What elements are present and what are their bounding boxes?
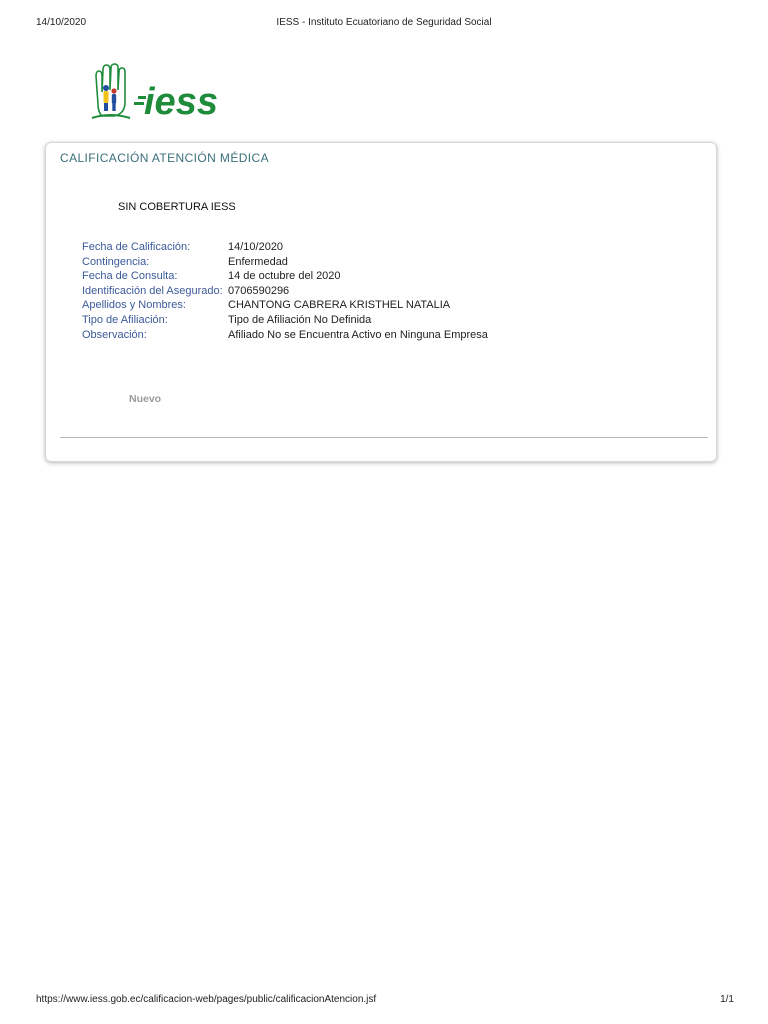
- detail-row-observacion: [82, 328, 702, 343]
- detail-value: CHANTONG CABRERA KRISTHEL NATALIA: [228, 299, 451, 312]
- detail-label: Observación:: [82, 328, 147, 341]
- iess-logo-text: iess: [144, 81, 218, 123]
- detail-label: Fecha de Consulta:: [82, 270, 178, 283]
- detail-row-fecha-calificacion: [82, 240, 702, 255]
- card-title: CALIFICACIÓN ATENCIÓN MÉDICA: [60, 151, 270, 165]
- detail-label: Contingencia:: [82, 255, 150, 268]
- detail-value: Tipo de Afiliación No Definida: [228, 313, 372, 326]
- print-page-number: 1/1: [720, 994, 734, 1005]
- detail-label: Fecha de Calificación:: [82, 241, 191, 253]
- detail-label: Identificación del Asegurado:: [82, 284, 223, 297]
- iess-logo-graphic: [90, 62, 270, 124]
- detail-value: Enfermedad: [228, 255, 288, 268]
- detail-row-fecha-consulta: [82, 269, 702, 284]
- detail-row-apellidos-nombres: [82, 298, 702, 313]
- detail-value: 14 de octubre del 2020: [228, 270, 341, 283]
- coverage-status: SIN COBERTURA IESS: [118, 201, 236, 213]
- detail-value: 0706590296: [228, 284, 290, 297]
- qualification-card: [45, 142, 717, 462]
- detail-value: Afiliado No se Encuentra Activo en Ninguna Empresa: [228, 328, 488, 341]
- print-footer: [0, 994, 768, 1008]
- qualification-details: [82, 240, 702, 342]
- detail-value: 14/10/2020: [228, 241, 284, 253]
- new-button[interactable]: Nuevo: [129, 393, 162, 405]
- print-date: 14/10/2020: [36, 17, 87, 28]
- card-divider: [60, 437, 708, 438]
- print-header: [0, 17, 768, 31]
- iess-logo: [90, 62, 270, 124]
- print-page-title: IESS - Instituto Ecuatoriano de Seguridad Social: [276, 17, 492, 28]
- detail-row-identificacion: [82, 284, 702, 299]
- detail-label: Tipo de Afiliación:: [82, 313, 168, 326]
- detail-label: Apellidos y Nombres:: [82, 299, 186, 312]
- print-url: https://www.iess.gob.ec/calificacion-web/pages/public/calificacionAtencion.jsf: [36, 994, 377, 1005]
- detail-row-tipo-afiliacion: [82, 313, 702, 328]
- detail-row-contingencia: [82, 255, 702, 270]
